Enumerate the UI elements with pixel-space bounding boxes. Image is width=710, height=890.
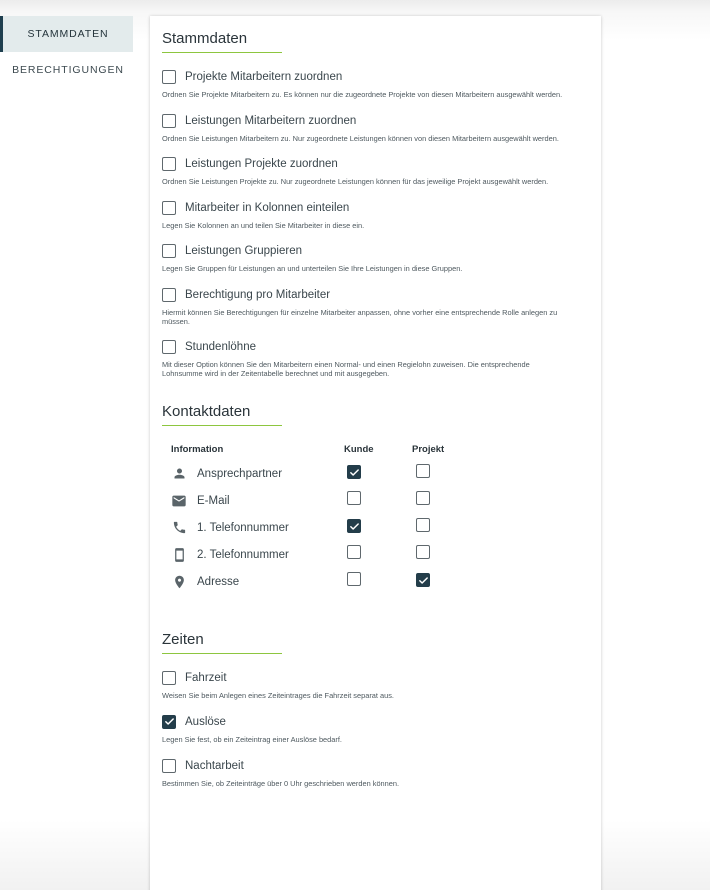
smartphone-icon — [171, 547, 187, 563]
option-label[interactable]: Leistungen Mitarbeitern zuordnen — [185, 114, 357, 127]
option-leistungen-mitarbeitern-zuordnen — [162, 113, 589, 144]
checkbox-kunde-ansprechpartner[interactable] — [347, 465, 361, 479]
option-header — [162, 758, 589, 774]
option-label[interactable]: Fahrzeit — [185, 672, 227, 685]
option-nachtarbeit — [162, 758, 589, 789]
table-header-row — [171, 440, 589, 458]
settings-sidebar — [0, 16, 133, 88]
checkbox-kunde-1-telefonnummer[interactable] — [347, 519, 361, 533]
checkbox-leistungen-mitarbeitern-zuordnen[interactable] — [162, 114, 176, 128]
option-description: Hiermit können Sie Berechtigungen für einzelne Mitarbeiter anpassen, ohne vorher eine entsprechende Rolle anlegen zu müssen. — [162, 307, 558, 326]
section-title-stammdaten: Stammdaten — [162, 30, 282, 53]
sidebar-item-stammdaten[interactable]: STAMMDATEN — [0, 16, 133, 52]
option-label[interactable]: Stundenlöhne — [185, 341, 256, 354]
cell-projekt — [412, 491, 472, 510]
option-description: Mit dieser Option können Sie den Mitarbeitern einen Normal- und einen Regielohn zuweisen. Die entsprechende Lohnsumme wird in der Zeitentabelle berechnet und mit ausgegeben. — [162, 360, 530, 378]
location-pin-icon — [171, 574, 187, 590]
option-header — [162, 113, 589, 129]
option-header — [162, 670, 589, 686]
checkbox-kunde-2-telefonnummer[interactable] — [347, 545, 361, 559]
checkbox-berechtigung-pro-mitarbeiter[interactable] — [162, 288, 176, 302]
contact-field-info — [171, 520, 343, 536]
option-header — [162, 243, 589, 259]
table-row — [171, 568, 589, 595]
checkbox-projekt-1-telefonnummer[interactable] — [416, 518, 430, 532]
table-row — [171, 514, 589, 541]
checkbox-stundenlohne[interactable] — [162, 340, 176, 354]
section-stammdaten — [162, 30, 589, 378]
option-header — [162, 69, 589, 85]
option-berechtigung-pro-mitarbeiter — [162, 287, 589, 326]
checkbox-nachtarbeit[interactable] — [162, 759, 176, 773]
option-description: Ordnen Sie Leistungen Mitarbeitern zu. Nur zugeordnete Leistungen können von diesen Mitarbeitern ausgewählt werden. — [162, 133, 559, 143]
option-leistungen-projekte-zuordnen — [162, 156, 589, 187]
cell-projekt — [412, 573, 472, 591]
option-label[interactable]: Nachtarbeit — [185, 759, 244, 772]
option-mitarbeiter-in-kolonnen-einteilen — [162, 200, 589, 231]
contact-field-label: Ansprechpartner — [197, 467, 283, 480]
option-header — [162, 714, 589, 730]
option-description: Legen Sie Gruppen für Leistungen an und unterteilen Sie Ihre Leistungen in diese Gruppen. — [162, 264, 463, 274]
cell-projekt — [412, 545, 472, 564]
option-description: Bestimmen Sie, ob Zeiteinträge über 0 Uhr geschrieben werden können. — [162, 778, 400, 788]
sidebar-item-berechtigungen[interactable]: BERECHTIGUNGEN — [12, 64, 124, 76]
option-header — [162, 287, 589, 303]
option-header — [162, 156, 589, 172]
checkbox-kunde-adresse[interactable] — [347, 572, 361, 586]
section-zeiten — [162, 631, 589, 788]
contact-field-info — [171, 493, 343, 509]
column-header-kunde: Kunde — [344, 443, 374, 455]
option-label[interactable]: Berechtigung pro Mitarbeiter — [185, 288, 331, 301]
contact-field-label: 2. Telefonnummer — [197, 548, 289, 561]
checkbox-projekt-2-telefonnummer[interactable] — [416, 545, 430, 559]
option-header — [162, 200, 589, 216]
contact-field-info — [171, 574, 343, 590]
checkbox-mitarbeiter-in-kolonnen-einteilen[interactable] — [162, 201, 176, 215]
option-fahrzeit — [162, 670, 589, 701]
section-kontaktdaten — [162, 403, 589, 595]
checkbox-fahrzeit[interactable] — [162, 671, 176, 685]
option-leistungen-gruppieren — [162, 243, 589, 274]
option-description: Legen Sie fest, ob ein Zeiteintrag einer Auslöse bedarf. — [162, 734, 342, 744]
option-description: Ordnen Sie Projekte Mitarbeitern zu. Es können nur die zugeordnete Projekte von diesen Mitarbeitern ausgewählt werden. — [162, 90, 563, 99]
option-label[interactable]: Mitarbeiter in Kolonnen einteilen — [185, 201, 350, 214]
option-label[interactable]: Leistungen Gruppieren — [185, 245, 302, 258]
checkbox-kunde-e-mail[interactable] — [347, 491, 361, 505]
contact-fields-table — [171, 440, 589, 595]
settings-card — [150, 16, 601, 890]
cell-kunde — [343, 465, 412, 483]
option-description: Weisen Sie beim Anlegen eines Zeiteintrages die Fahrzeit separat aus. — [162, 691, 394, 701]
cell-kunde — [343, 545, 412, 564]
option-label[interactable]: Auslöse — [185, 715, 226, 728]
option-auslose — [162, 714, 589, 745]
table-row — [171, 460, 589, 487]
option-description: Ordnen Sie Leistungen Projekte zu. Nur zugeordnete Leistungen können für das jeweilige Projekt ausgewählt werden. — [162, 177, 549, 187]
option-label[interactable]: Projekte Mitarbeitern zuordnen — [185, 71, 343, 83]
option-header — [162, 339, 589, 355]
contact-field-label: Adresse — [197, 575, 240, 588]
option-label[interactable]: Leistungen Projekte zuordnen — [185, 158, 338, 171]
checkbox-projekte-mitarbeitern-zuordnen[interactable] — [162, 70, 176, 84]
section-title-kontaktdaten: Kontaktdaten — [162, 403, 282, 426]
contact-field-label: 1. Telefonnummer — [197, 521, 289, 534]
cell-kunde — [343, 491, 412, 510]
contact-field-label: E-Mail — [197, 494, 230, 507]
phone-icon — [171, 520, 187, 536]
column-header-information: Information — [171, 443, 224, 455]
checkbox-auslose[interactable] — [162, 715, 176, 729]
email-icon — [171, 493, 187, 509]
table-row — [171, 487, 589, 514]
checkbox-leistungen-gruppieren[interactable] — [162, 244, 176, 258]
checkbox-leistungen-projekte-zuordnen[interactable] — [162, 157, 176, 171]
contact-field-info — [171, 466, 343, 482]
option-stundenlohne — [162, 339, 589, 378]
option-projekte-mitarbeitern-zuordnen — [162, 69, 589, 100]
person-icon — [171, 466, 187, 482]
checkbox-projekt-adresse[interactable] — [416, 573, 430, 587]
cell-projekt — [412, 464, 472, 483]
table-row — [171, 541, 589, 568]
contact-field-info — [171, 547, 343, 563]
column-header-projekt: Projekt — [412, 443, 445, 455]
cell-kunde — [343, 572, 412, 591]
section-title-zeiten: Zeiten — [162, 631, 282, 654]
checkbox-projekt-e-mail[interactable] — [416, 491, 430, 505]
option-description: Legen Sie Kolonnen an und teilen Sie Mitarbeiter in diese ein. — [162, 220, 365, 230]
cell-kunde — [343, 519, 412, 537]
cell-projekt — [412, 518, 472, 537]
checkbox-projekt-ansprechpartner[interactable] — [416, 464, 430, 478]
